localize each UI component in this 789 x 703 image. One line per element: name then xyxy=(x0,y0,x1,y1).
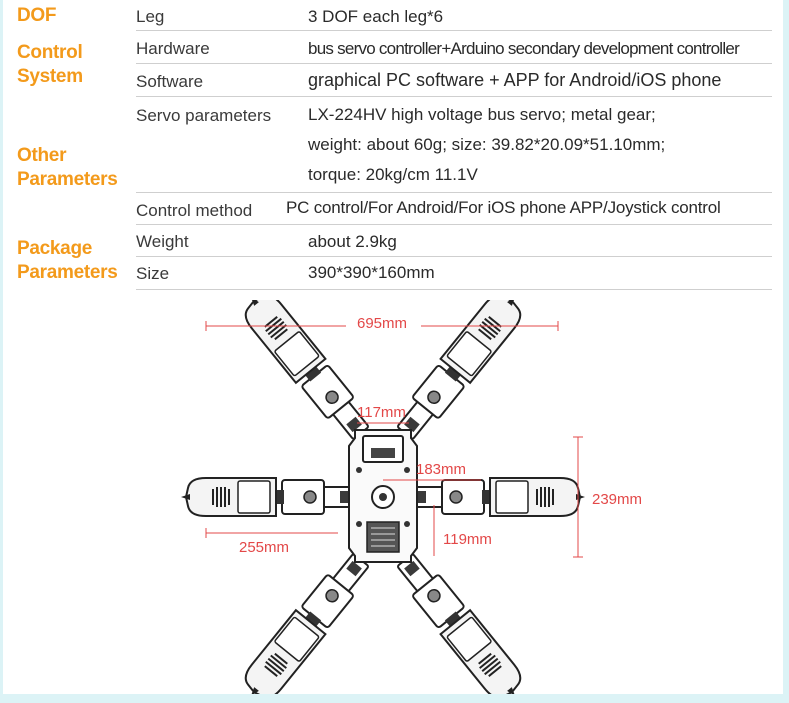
category-package-line1: Package xyxy=(17,238,93,259)
leg-rear-right xyxy=(390,548,530,694)
category-other-line2: Parameters xyxy=(17,169,118,190)
dimension-label-leg-spacing: 117mm xyxy=(357,404,406,421)
robot-body xyxy=(349,430,417,562)
label-size: Size xyxy=(136,264,170,283)
value-leg: 3 DOF each leg*6 xyxy=(308,7,444,26)
row-divider xyxy=(136,256,772,257)
value-servo-line3: torque: 20kg/cm 11.1V xyxy=(308,165,478,184)
row-divider xyxy=(136,224,772,225)
label-hardware: Hardware xyxy=(136,39,210,58)
row-divider xyxy=(136,63,772,64)
leg-front-right xyxy=(390,300,530,445)
category-package-line2: Parameters xyxy=(17,262,118,283)
label-leg: Leg xyxy=(136,7,165,26)
category-control-line2: System xyxy=(17,66,83,87)
value-servo-line2: weight: about 60g; size: 39.82*20.09*51.10mm; xyxy=(308,135,666,154)
category-dof: DOF xyxy=(17,5,57,26)
value-software: graphical PC software + APP for Android/iOS phone xyxy=(308,70,722,90)
leg-rear-left xyxy=(236,548,376,694)
dimension-label-leg-length: 255mm xyxy=(239,539,290,556)
label-control-method: Control method xyxy=(136,201,253,220)
value-servo-line1: LX-224HV high voltage bus servo; metal gear; xyxy=(308,105,656,124)
hexapod-top-view-diagram xyxy=(3,300,783,694)
label-weight: Weight xyxy=(136,232,189,251)
leg-middle-right xyxy=(410,478,585,516)
label-servo: Servo parameters xyxy=(136,106,272,125)
dimension-label-height: 239mm xyxy=(592,491,643,508)
spec-sheet xyxy=(3,0,783,694)
value-hardware: bus servo controller+Arduino secondary development controller xyxy=(308,39,739,58)
leg-front-left xyxy=(236,300,376,445)
value-size: 390*390*160mm xyxy=(308,263,435,282)
value-control-method: PC control/For Android/For iOS phone APP/Joystick control xyxy=(286,198,721,217)
dimension-label-width: 695mm xyxy=(357,315,408,332)
dimension-label-body-width: 183mm xyxy=(416,461,467,478)
category-other-line1: Other xyxy=(17,145,67,166)
dimension-label-body-offset: 119mm xyxy=(443,531,492,548)
category-control-line1: Control xyxy=(17,42,83,63)
leg-middle-left xyxy=(181,478,356,516)
row-divider xyxy=(136,289,772,290)
row-divider xyxy=(136,30,772,31)
value-weight: about 2.9kg xyxy=(308,232,397,251)
label-software: Software xyxy=(136,72,204,91)
row-divider xyxy=(136,192,772,193)
row-divider xyxy=(136,96,772,97)
